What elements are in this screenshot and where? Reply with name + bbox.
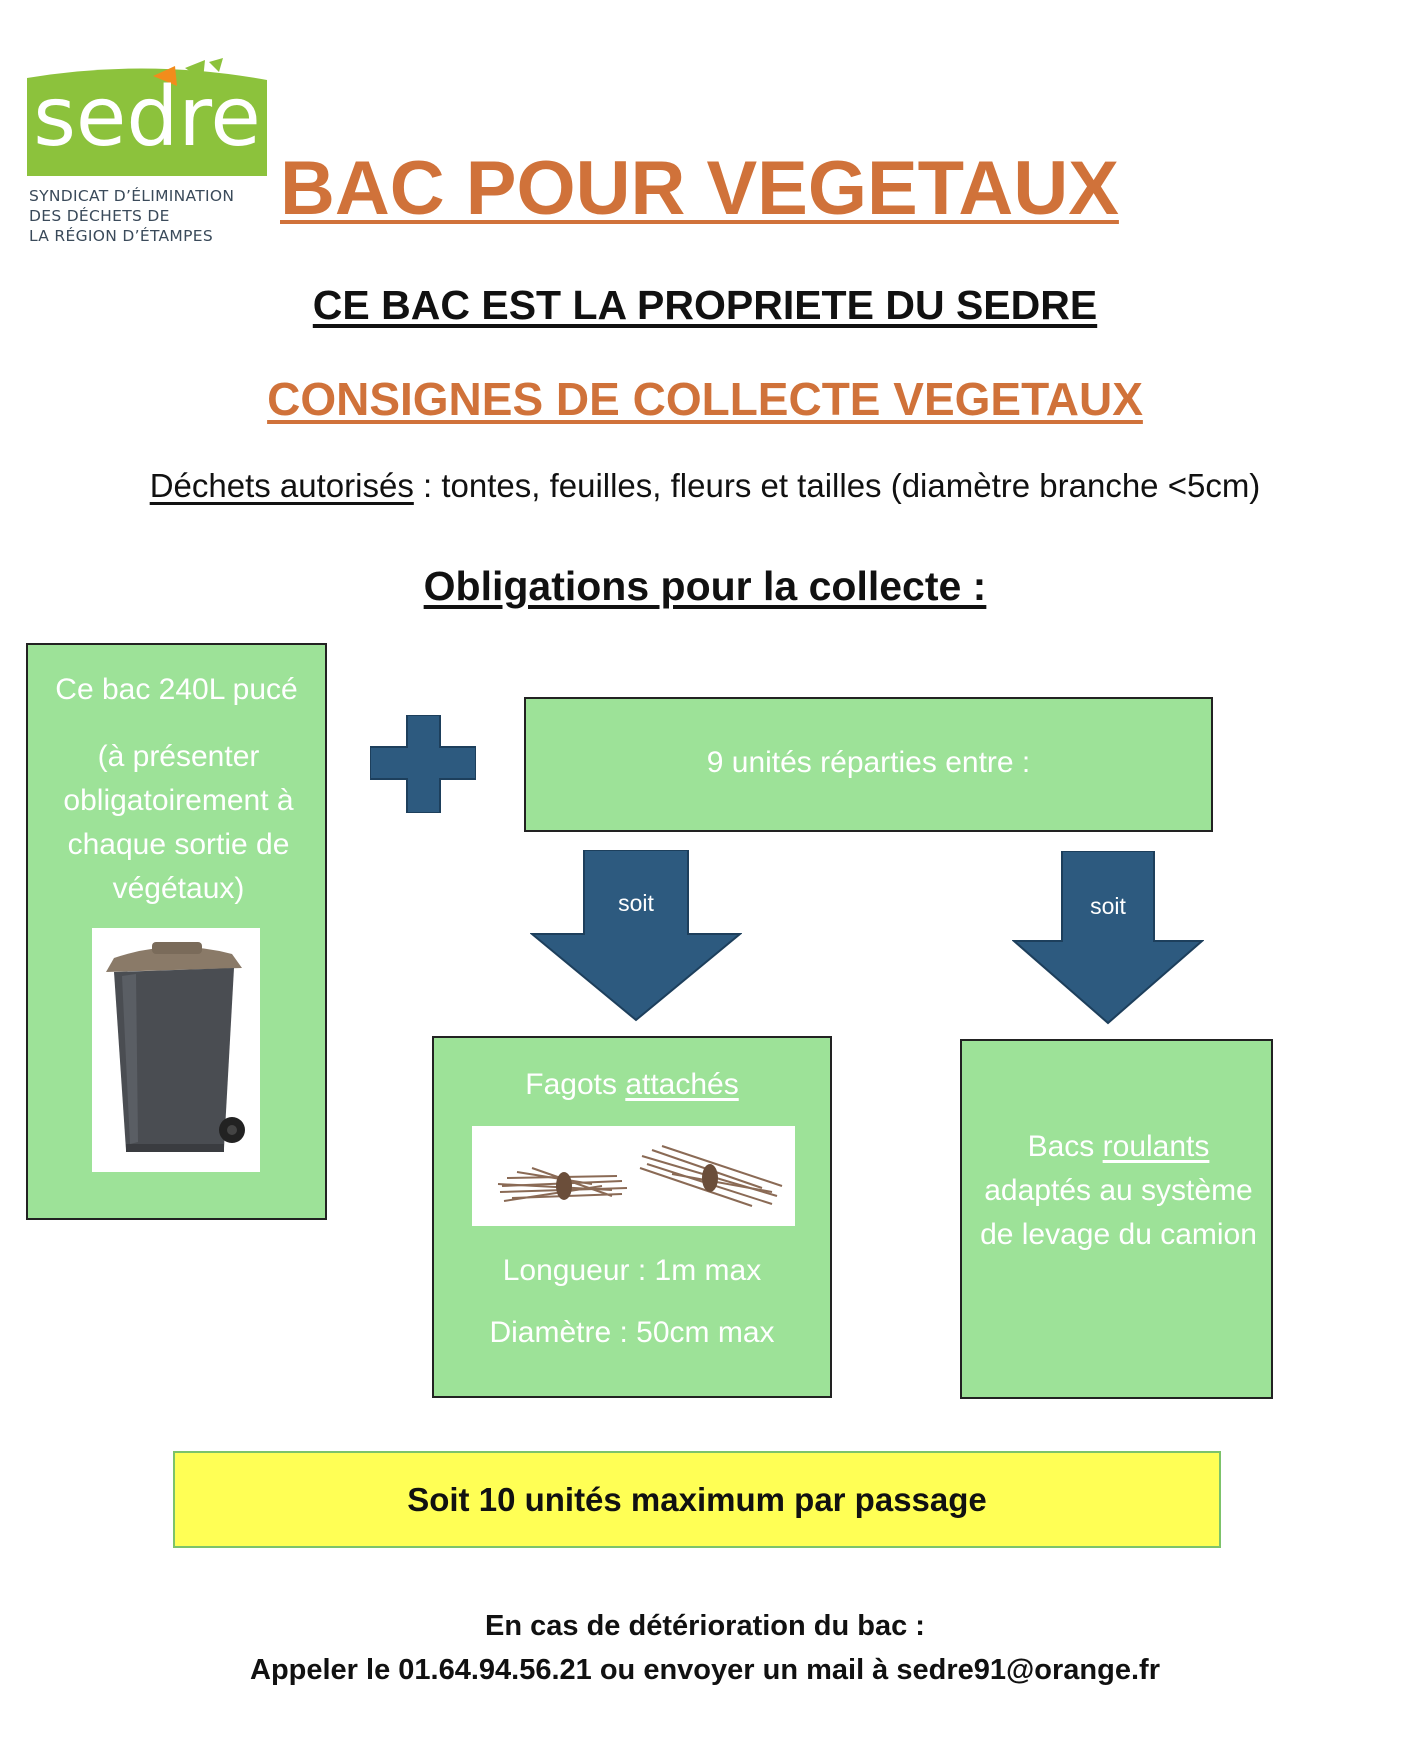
fagots-box (432, 1036, 832, 1398)
down-arrow-right (1012, 851, 1204, 1025)
units-box-text: 9 unités réparties entre : (706, 746, 1031, 779)
wheelie-bin-image (92, 928, 260, 1172)
consignes-heading: CONSIGNES DE COLLECTE VEGETAUX (267, 373, 1143, 425)
allowed-waste-text: : tontes, feuilles, fleurs et tailles (diamètre branche <5cm) (413, 467, 1261, 504)
fagots-title (434, 1068, 830, 1102)
units-box (524, 697, 1213, 832)
down-arrow-left (530, 850, 742, 1022)
logo-subtitle (29, 186, 289, 246)
logo-subtitle-line: SYNDICAT D’ÉLIMINATION (29, 187, 235, 205)
fagots-title-prefix: Fagots (525, 1068, 626, 1101)
bundled-branches-image (472, 1126, 795, 1226)
allowed-waste-line (0, 467, 1410, 505)
fagots-length: Longueur : 1m max (502, 1254, 762, 1287)
bacs-roulants-box (960, 1039, 1273, 1399)
logo-subtitle-line: DES DÉCHETS DE (29, 207, 170, 225)
bacs-underlined: roulants (1102, 1130, 1210, 1163)
bin-box-title: Ce bac 240L pucé (55, 673, 298, 706)
bacs-rest: adaptés au système de levage du camion (980, 1174, 1257, 1251)
ownership-heading: CE BAC EST LA PROPRIETE DU SEDRE (312, 282, 1098, 328)
obligations-heading: Obligations pour la collecte : (423, 563, 987, 609)
logo-subtitle-line: LA RÉGION D’ÉTAMPES (29, 227, 213, 245)
fagots-title-underlined: attachés (625, 1068, 739, 1101)
footer-line-1: En cas de détérioration du bac : (485, 1610, 925, 1642)
bacs-roulants-text (976, 1125, 1261, 1257)
allowed-waste-label: Déchets autorisés (149, 467, 414, 504)
arrow-label: soit (1090, 893, 1126, 919)
bin-box (26, 643, 327, 1220)
footer-line-2: Appeler le 01.64.94.56.21 ou envoyer un mail à sedre91@orange.fr (250, 1654, 1160, 1686)
plus-icon (370, 715, 476, 813)
max-units-box: Soit 10 unités maximum par passage (173, 1451, 1221, 1548)
sedre-logo (27, 30, 277, 245)
arrow-label: soit (618, 890, 654, 916)
page-title: BAC POUR VEGETAUX (280, 146, 1119, 231)
fagots-diameter: Diamètre : 50cm max (489, 1316, 775, 1349)
down-arrow-icon (530, 850, 742, 1022)
down-arrow-icon (1012, 851, 1204, 1025)
bacs-prefix: Bacs (1027, 1130, 1103, 1163)
logo-wordmark: sedre (33, 70, 261, 165)
bin-box-note: (à présenter obligatoirement à chaque sortie de végétaux) (63, 740, 294, 905)
